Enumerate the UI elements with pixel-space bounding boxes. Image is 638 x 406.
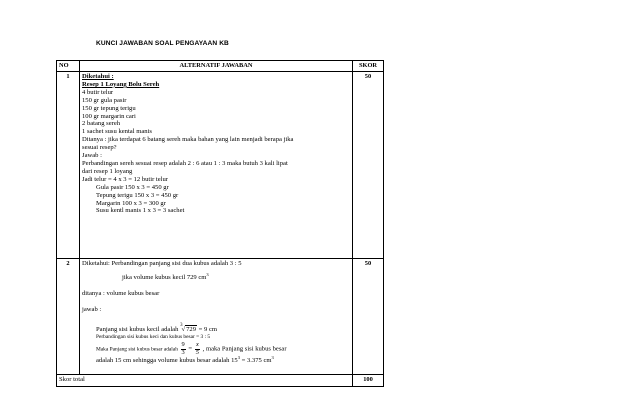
superscript: 3 — [271, 354, 274, 360]
cube-root-expression: $^3$√729 — [180, 322, 196, 333]
total-label: Skor total — [57, 375, 353, 387]
fraction-numerator: x — [195, 341, 199, 349]
answer-line — [82, 322, 350, 334]
root-index: 3 — [180, 322, 183, 328]
answer-line — [82, 271, 350, 282]
row-score: 50 — [353, 72, 384, 259]
answer-line: Perbandingan sereh sesuai resep adalah 2 : 6 atau 1 : 3 maka butuh 3 kali lipat — [82, 159, 288, 167]
volume-result-text: adalah 15 cm sehingga volume kubus besar adalah 15 — [96, 356, 238, 364]
answer-line: 100 gr margarin cari — [82, 112, 136, 120]
answer-cell-1 — [80, 72, 353, 259]
fraction-denominator: 3 — [181, 349, 185, 357]
table-row-2 — [57, 259, 384, 375]
answer-line — [82, 354, 350, 365]
superscript: 3 — [237, 354, 240, 360]
ratio-conclusion: , maka Panjang sisi kubus besar — [202, 346, 287, 354]
answer-line: Diketahui: Perbandingan panjang sisi dua kubus adalah 3 : 5 — [82, 260, 242, 267]
cube-side-result: = 9 cm — [198, 325, 218, 333]
fraction-x-over-5 — [195, 342, 200, 356]
answer-line: Perbandingan sisi kubus keci dan kubus besar = 3 : 5 — [96, 333, 211, 340]
answer-line: jawab : — [82, 305, 102, 313]
answer-line: Jawab : — [82, 152, 102, 160]
answer-line: 150 gr gula pasir — [82, 96, 127, 104]
table-total-row — [57, 375, 384, 387]
answer-line: Ditanya : jika terdapat 6 batang sereh maka bahan yang lain menjadi berapa jika — [82, 136, 294, 144]
radicand: 729 — [186, 325, 196, 333]
volume-known-text: jika volume kubus kecil 729 cm — [122, 273, 207, 281]
header-no: NO — [57, 61, 80, 72]
answer-key-table — [56, 60, 384, 387]
equals-sign: = — [188, 346, 193, 354]
row-number: 2 — [57, 259, 80, 375]
volume-result-value: = 3.375 cm — [239, 356, 272, 364]
ratio-text: Maka Panjang sisi kubus besar adalah — [96, 347, 178, 354]
fraction-numerator: 9 — [181, 341, 185, 349]
answer-line: Diketahui : — [82, 73, 114, 80]
answer-line: Jadi telur = 4 x 3 = 12 butir telur — [82, 175, 168, 183]
answer-line: ditanya : volume kubus besar — [82, 289, 160, 297]
header-skor: SKOR — [353, 61, 384, 72]
fraction-denominator: 5 — [195, 349, 199, 357]
table-header-row — [57, 61, 384, 72]
fraction-9-over-3 — [181, 342, 186, 356]
table-row-1 — [57, 72, 384, 259]
answer-line — [82, 342, 350, 356]
cube-side-text: Panjang sisi kubus kecil adalah — [96, 325, 179, 333]
row-score: 50 — [353, 259, 384, 375]
answer-line: Gula pasir 150 x 3 = 450 gr — [96, 183, 169, 191]
row-number: 1 — [57, 72, 80, 259]
total-score: 100 — [353, 375, 384, 387]
superscript: 3 — [206, 271, 209, 277]
header-alternatif-jawaban: ALTERNATIF JAWABAN — [80, 61, 353, 72]
answer-line: Susu kentl manis 1 x 3 = 3 sachet — [96, 207, 185, 215]
answer-line: 4 butir telur — [82, 88, 114, 96]
answer-line: 2 batang sereh — [82, 120, 121, 128]
answer-line: sesuai resep? — [82, 144, 117, 152]
answer-line: 1 sachet susu kental manis — [82, 128, 152, 136]
answer-line: dari resep 1 loyang — [82, 167, 133, 175]
answer-cell-2 — [80, 259, 353, 375]
answer-line: Tepung terigu 150 x 3 = 450 gr — [96, 191, 179, 199]
answer-line: Margarin 100 x 3 = 300 gr — [96, 199, 166, 207]
answer-line: Resep 1 Loyang Bolu Sereh — [82, 80, 160, 88]
document-title: KUNCI JAWABAN SOAL PENGAYAAN KB — [96, 40, 229, 47]
answer-line: 150 gr tepung terigu — [82, 104, 136, 112]
